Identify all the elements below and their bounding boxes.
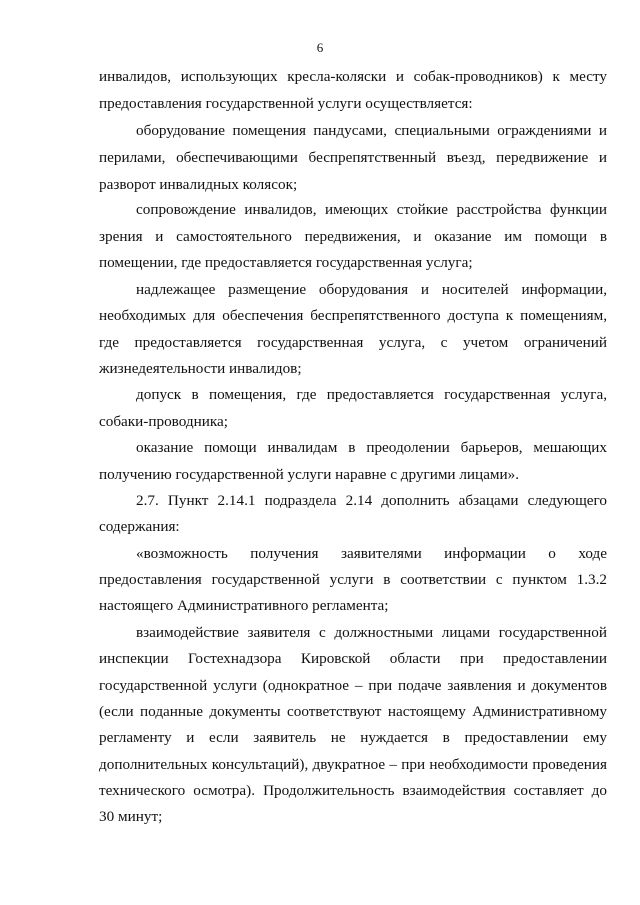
text-line: жизнедеятельности инвалидов; <box>99 360 302 377</box>
text-line: дополнительных консультаций), двукратное – при необходимости проведения <box>99 756 607 773</box>
text-line: необходимых для обеспечения беспрепятственного доступа к помещениям, <box>99 307 607 324</box>
text-line: технического осмотра). Продолжительность взаимодействия составляет до <box>99 782 607 799</box>
text-line: помещении, где предоставляется государственная услуга; <box>99 254 473 271</box>
text-line: оборудование помещения пандусами, специальными ограждениями и <box>136 122 607 139</box>
text-line: «возможность получения заявителями информации о ходе <box>136 545 607 562</box>
text-line: перилами, обеспечивающими беспрепятственный въезд, передвижение и <box>99 149 607 166</box>
text-line: государственной услуги (однократное – при подаче заявления и документов <box>99 677 607 694</box>
text-line: зрения и самостоятельного передвижения, и оказание им помощи в <box>99 228 607 245</box>
text-line: (если поданные документы соответствуют настоящему Административному <box>99 703 607 720</box>
text-line: где предоставляется государственная услуга, с учетом ограничений <box>99 334 607 351</box>
text-line: допуск в помещения, где предоставляется государственная услуга, <box>136 386 607 403</box>
text-line: надлежащее размещение оборудования и носителей информации, <box>136 281 607 298</box>
text-line: получению государственной услуги наравне с другими лицами». <box>99 466 520 483</box>
text-line: сопровождение инвалидов, имеющих стойкие расстройства функции <box>136 201 607 218</box>
text-line: разворот инвалидных колясок; <box>99 176 298 193</box>
text-line: взаимодействие заявителя с должностными лицами государственной <box>136 624 607 641</box>
text-line: инспекции Гостехнадзора Кировской области при предоставлении <box>99 650 607 667</box>
text-line: настоящего Административного регламента; <box>99 597 389 614</box>
text-line: регламенту и если заявитель не нуждается в предоставлении ему <box>99 729 607 746</box>
text-line: содержания: <box>99 518 180 535</box>
text-line: 2.7. Пункт 2.14.1 подраздела 2.14 дополнить абзацами следующего <box>136 492 607 509</box>
text-line: оказание помощи инвалидам в преодолении барьеров, мешающих <box>136 439 607 456</box>
text-line: инвалидов, использующих кресла-коляски и собак-проводников) к месту <box>99 68 607 85</box>
text-line: предоставления государственной услуги в соответствии с пунктом 1.3.2 <box>99 571 607 588</box>
text-line: 30 минут; <box>99 808 163 825</box>
page-number: 6 <box>316 40 324 55</box>
text-line: предоставления государственной услуги осуществляется: <box>99 95 473 112</box>
text-line: собаки-проводника; <box>99 413 228 430</box>
